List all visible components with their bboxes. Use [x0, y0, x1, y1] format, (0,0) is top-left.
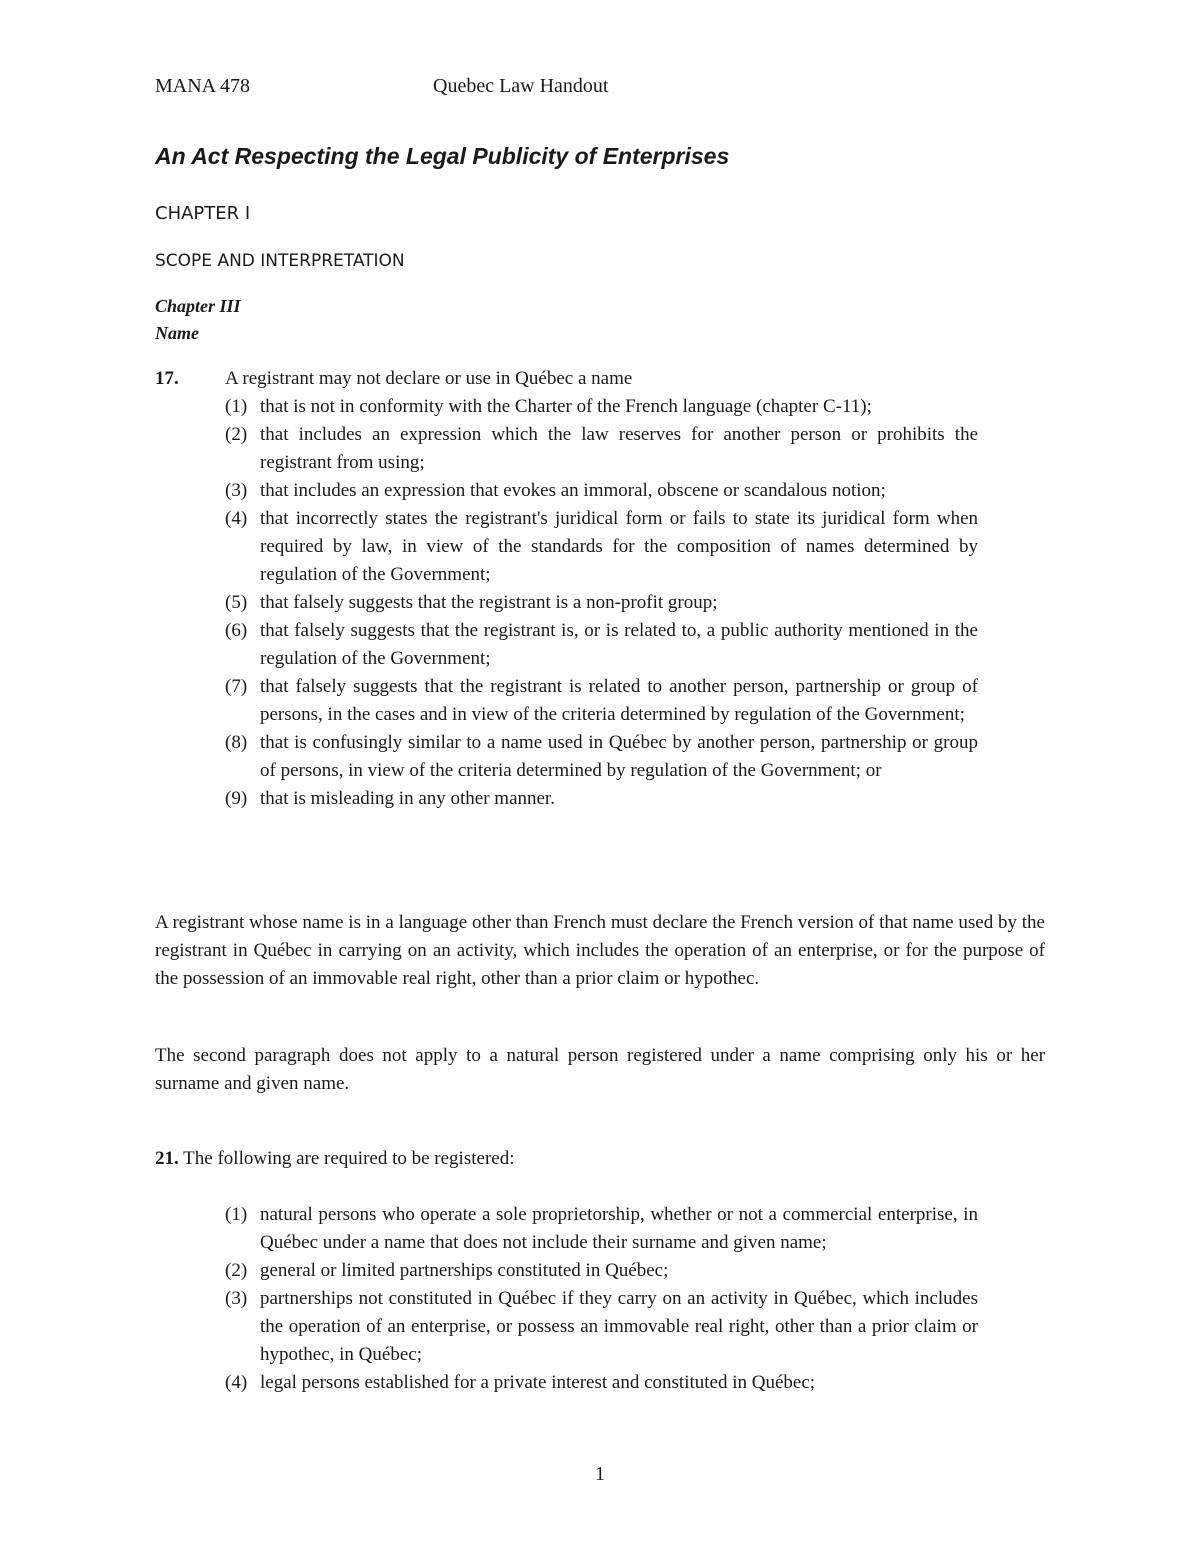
list-item	[155, 589, 978, 617]
subchapter-name: Name	[155, 323, 199, 343]
course-code: MANA 478	[155, 75, 251, 97]
article-17-paragraph-3: The second paragraph does not apply to a natural person registered under a name comprising only his or her surname and given name.	[155, 1045, 1045, 1094]
item-text: that is not in conformity with the Charter of the French language (chapter C-11);	[260, 396, 872, 417]
list-item	[155, 1285, 978, 1369]
article-number: 21.	[155, 1148, 179, 1169]
list-item	[155, 673, 978, 729]
list-item	[155, 421, 978, 477]
item-number: (8)	[225, 732, 248, 753]
list-item	[155, 1369, 978, 1397]
item-number: (7)	[225, 676, 248, 697]
article-number: 17.	[155, 368, 179, 389]
item-number: (1)	[225, 1204, 248, 1225]
subchapter-label: Chapter III	[155, 296, 241, 316]
item-text: that falsely suggests that the registrant is related to another person, partnership or group of persons, in the cases and in view of the criteria determined by regulation of the Government;	[260, 676, 978, 725]
handout-title: Quebec Law Handout	[433, 75, 609, 97]
list-item	[155, 785, 978, 813]
item-number: (2)	[225, 1260, 248, 1281]
article-intro: A registrant may not declare or use in Québec a name	[225, 368, 633, 389]
item-text: that falsely suggests that the registrant is a non-profit group;	[260, 592, 718, 613]
item-number: (9)	[225, 788, 248, 809]
document-title: An Act Respecting the Legal Publicity of Enterprises	[155, 143, 730, 169]
chapter-heading: CHAPTER I	[155, 203, 251, 224]
list-item	[155, 1201, 978, 1257]
article-21-items	[155, 1201, 1045, 1397]
list-item	[155, 617, 978, 673]
page-number: 1	[595, 1463, 605, 1485]
scope-heading: SCOPE AND INTERPRETATION	[155, 251, 405, 271]
list-item	[155, 1257, 978, 1285]
list-item	[155, 477, 978, 505]
list-item	[155, 729, 978, 785]
item-number: (2)	[225, 424, 248, 445]
subchapter-heading	[155, 293, 241, 347]
item-number: (6)	[225, 620, 248, 641]
article-17	[155, 365, 1045, 813]
item-text: legal persons established for a private interest and constituted in Québec;	[260, 1372, 816, 1393]
item-text: that falsely suggests that the registrant is, or is related to, a public authority mentioned in the regulation of the Government;	[260, 620, 978, 669]
item-text: that is misleading in any other manner.	[260, 788, 555, 809]
item-text: that includes an expression that evokes an immoral, obscene or scandalous notion;	[260, 480, 886, 501]
item-text: that includes an expression which the law reserves for another person or prohibits the registrant from using;	[260, 424, 978, 473]
article-17-paragraph-2: A registrant whose name is in a language other than French must declare the French version of that name used by the registrant in Québec in carrying on an activity, which includes the operation of an enterprise, or for the purpose of the possession of an immovable real right, other than a prior claim or hypothec.	[155, 912, 1045, 989]
item-number: (4)	[225, 508, 248, 529]
item-text: that is confusingly similar to a name used in Québec by another person, partnership or group of persons, in view of the criteria determined by regulation of the Government; or	[260, 732, 978, 781]
item-text: that incorrectly states the registrant's juridical form or fails to state its juridical form when required by law, in view of the standards for the composition of names determined by regulation of the Government;	[260, 508, 978, 585]
article-intro: The following are required to be registered:	[183, 1148, 515, 1169]
item-number: (3)	[225, 480, 248, 501]
item-number: (4)	[225, 1372, 248, 1393]
item-number: (3)	[225, 1288, 248, 1309]
item-number: (5)	[225, 592, 248, 613]
item-text: general or limited partnerships constituted in Québec;	[260, 1260, 669, 1281]
article-21	[155, 1145, 1045, 1173]
item-text: natural persons who operate a sole proprietorship, whether or not a commercial enterprise, in Québec under a name that does not include their surname and given name;	[260, 1204, 978, 1253]
list-item	[155, 505, 978, 589]
list-item	[155, 393, 978, 421]
item-number: (1)	[225, 396, 248, 417]
article-21-list	[155, 1201, 1045, 1397]
article-17-items	[155, 393, 1045, 813]
item-text: partnerships not constituted in Québec if they carry on an activity in Québec, which includes the operation of an enterprise, or possess an immovable real right, other than a prior claim or hypothec, in Québec;	[260, 1288, 978, 1365]
